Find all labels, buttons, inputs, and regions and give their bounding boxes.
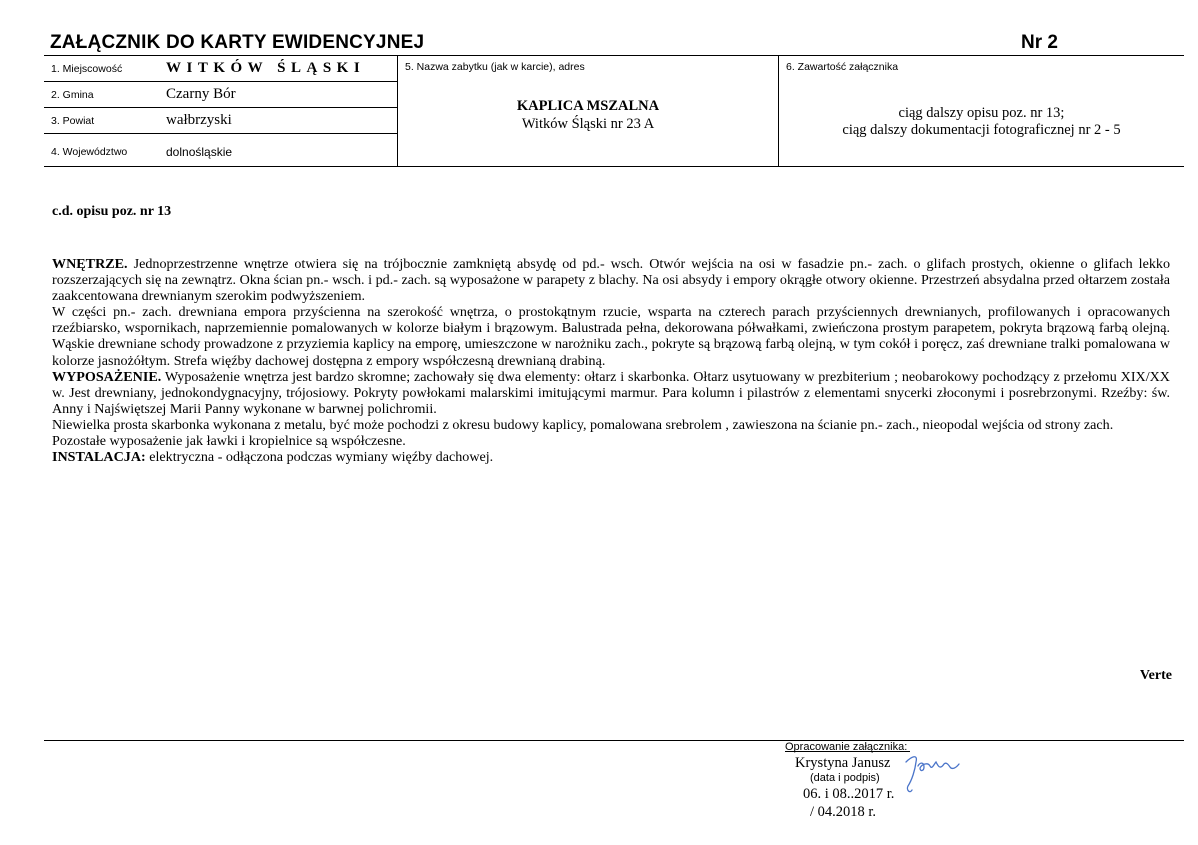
paragraph-lead: WYPOSAŻENIE. <box>52 368 162 385</box>
paragraph-gallery <box>52 304 1170 368</box>
verte-label: Verte <box>1139 668 1172 683</box>
field-label: 1. Miejscowość <box>51 63 123 75</box>
paragraph-other-furnishings <box>52 433 1170 449</box>
paragraph-text: Niewielka prosta skarbonka wykonana z metalu, być może pochodzi z okresu budowy kaplicy, pomalowana srebrolem , zawieszona na ścianie pn.- zach., nieopodal wejścia od strony zach. <box>52 416 1114 433</box>
field-value: Czarny Bór <box>166 86 236 102</box>
author-sub-label: (data i podpis) <box>810 772 880 784</box>
field-locality <box>44 56 398 82</box>
paragraph-text: Pozostałe wyposażenie jak ławki i kropielnice są współczesne. <box>52 433 406 450</box>
attachment-number: Nr 2 <box>1021 32 1058 53</box>
field-value: wałbrzyski <box>166 112 232 128</box>
monument-label: 5. Nazwa zabytku (jak w karcie), adres <box>405 61 585 73</box>
field-commune <box>44 82 398 108</box>
field-voivodeship <box>44 134 398 168</box>
field-label: 3. Powiat <box>51 115 95 127</box>
paragraph-furnishings <box>52 369 1170 417</box>
paragraph-text: elektryczna - odłączona podczas wymiany więźby dachowej. <box>145 449 494 466</box>
field-value: WITKÓW ŚLĄSKI <box>166 60 366 76</box>
paragraph-interior <box>52 256 1170 304</box>
paragraph-installation <box>52 449 1170 465</box>
author-date: / 04.2018 r. <box>810 804 877 820</box>
author-name: Krystyna Janusz <box>795 755 891 771</box>
author-label: Opracowanie załącznika: <box>785 741 908 753</box>
monument-address: Witków Śląski nr 23 A <box>521 116 655 132</box>
footer-divider <box>44 740 1184 741</box>
contents-line: ciąg dalszy opisu poz. nr 13; <box>898 105 1065 121</box>
paragraph-lead: WNĘTRZE. <box>52 256 128 272</box>
paragraph-text: Wyposażenie wnętrza jest bardzo skromne; zachowały się dwa elementy: ołtarz i skarbonka. Ołtarz usytuowany w prezbiterium ; neobarokowy pochodzący z przełomu XIX/XX w. Jest drewniany, jednokondygnacyjny, trójosiowy. Pokryty powłokami malarskimi imitującymi marmur. Para kolumn i pilastrów z elementami snycerki złoconymi i posrebrzonymi. Rzeźby: św. Anny i Najświętszej Marii Panny wykonane w barwnej polichromii. <box>52 368 1170 417</box>
contents-line: ciąg dalszy dokumentacji fotograficznej nr 2 - 5 <box>842 122 1121 138</box>
contents-label: 6. Zawartość załącznika <box>786 61 899 73</box>
paragraph-alms-box <box>52 417 1170 433</box>
record-form-table <box>44 55 1184 167</box>
monument-column <box>398 56 779 166</box>
handwritten-signature <box>902 750 962 798</box>
contents-column <box>779 56 1184 166</box>
page-title: ZAŁĄCZNIK DO KARTY EWIDENCYJNEJ <box>50 32 425 53</box>
field-county <box>44 108 398 134</box>
field-label: 2. Gmina <box>51 89 94 101</box>
section-heading: c.d. opisu poz. nr 13 <box>52 204 172 219</box>
field-label: 4. Województwo <box>51 146 128 158</box>
description-text <box>52 256 1170 465</box>
author-date: 06. i 08..2017 r. <box>803 786 895 802</box>
monument-name: KAPLICA MSZALNA <box>516 98 660 114</box>
paragraph-text: Jednoprzestrzenne wnętrze otwiera się na trójbocznie zamkniętą absydę od pd.- wsch. Otwór wejścia na osi w fasadzie pn.- zach. o glifach prostych, okienne o glifach lekko rozszerzających się na zewnątrz. Okna ścian pn.- wsch. i pd.- zach. są wyposażone w parapety z blachy. Na osi absydy i empory okrągłe otwory okienne. Przestrzeń absydalna przed ołtarzem została zaakcentowana drewnianym szerokim podwyższeniem. <box>52 256 1170 305</box>
paragraph-lead: INSTALACJA: <box>52 449 146 466</box>
field-value: dolnośląskie <box>166 145 233 159</box>
paragraph-text: W części pn.- zach. drewniana empora przyścienna na szerokość wnętrza, o prostokątnym rzucie, wsparta na czterech parach przyściennych drewnianych, profilowanych i opracowanych rzeźbiarsko, wspornikach, naprzemiennie pomalowanych w kolorze białym i brązowym. Balustrada pełna, dekorowana półwałkami, zwieńczona prostym parapetem, pokryta brązową farbą olejną. Wąskie drewniane schody prowadzone z przyziemia kaplicy na emporę, umieszczone w narożniku zach., pokryte są brązową farbą olejną, w tym cokół i poręcz, zaś drewniane tralki pomalowana w kolorze jasnożółtym. Strefa więźby dachowej dostępna z empory współczesną drewnianą drabiną. <box>52 304 1170 369</box>
author-underline <box>785 751 910 752</box>
location-column <box>44 56 398 166</box>
